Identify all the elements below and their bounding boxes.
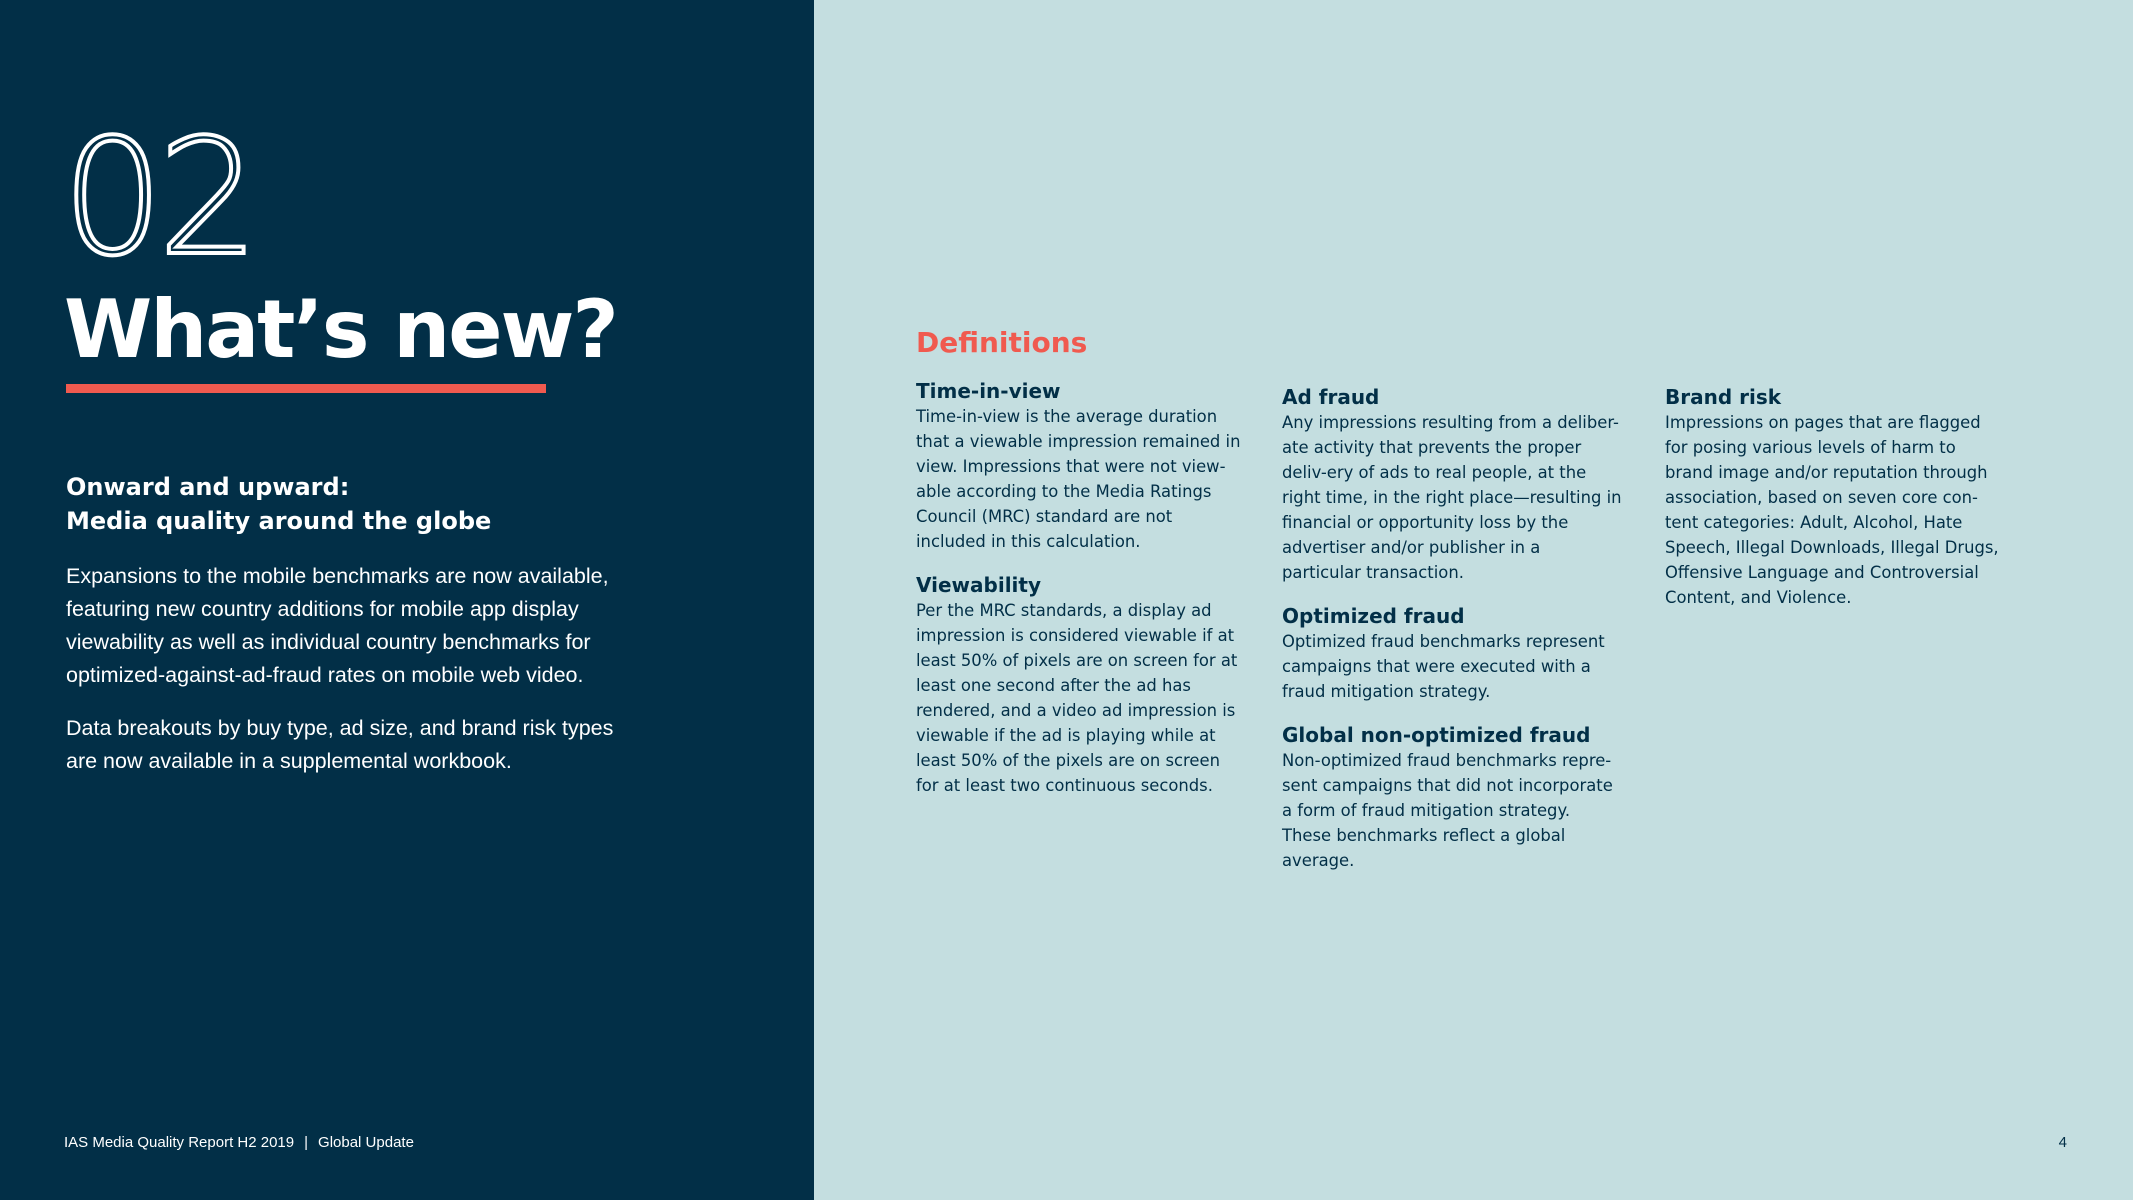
footer-report-name: IAS Media Quality Report H2 2019 [64,1134,295,1151]
definition-global-non-optimized-fraud [1282,722,1622,873]
definition-text: Per the MRC standards, a display ad impression is considered viewable if at least 50% of pixels are on screen for at least one second after the ad has rendered, and a video ad impression is viewable if the ad is playing while at least 50% of the pixels are on screen for at least two continuous seconds. [916,601,1238,795]
definition-text: Time-in-view is the average duration that a viewable impression remained in view. Impressions that were not view-able according to the Media Ratings Council (MRC) standard are not included in this calculation. [916,407,1241,551]
definitions-column-1 [916,378,1246,816]
definition-term: Time-in-view [916,379,1061,403]
definition-term: Brand risk [1665,385,1782,409]
intro-paragraph: Data breakouts by buy type, ad size, and brand risk types are now available in a supplemental workbook. [66,716,614,773]
footer [64,1133,414,1153]
subtitle-line-1: Onward and upward: [66,473,350,501]
definition-ad-fraud [1282,384,1622,585]
section-subtitle [66,470,491,538]
page-number: 4 [2058,1134,2067,1151]
definition-text: Non-optimized fraud benchmarks repre-sent campaigns that did not incorporate a form of fraud mitigation strategy. These benchmarks reflect a global average. [1282,751,1613,870]
title-underline [66,384,546,393]
definition-text: Any impressions resulting from a deliber-ate activity that prevents the proper deliv-ery of ads to real people, at the right time, in the right place—resulting in financial or opportunity loss by the advertiser and/or publisher in a particular transaction. [1282,413,1622,582]
definition-term: Viewability [916,573,1041,597]
definition-term: Optimized fraud [1282,604,1465,628]
footer-separator: | [304,1134,309,1151]
definition-viewability [916,572,1246,798]
footer-edition: Global Update [318,1134,414,1151]
right-panel [814,0,2133,1200]
definitions-column-2 [1282,384,1622,891]
definition-text: Optimized fraud benchmarks represent campaigns that were executed with a fraud mitigation strategy. [1282,632,1605,701]
definition-brand-risk [1665,384,2005,610]
definition-time-in-view [916,378,1246,554]
definition-term: Ad fraud [1282,385,1380,409]
definition-text: Impressions on pages that are flagged for posing various levels of harm to brand image and/or reputation through association, based on seven core con-tent categories: Adult, Alcohol, Hate Speech, Illegal Downloads, Illegal Drugs, Offensive Language and Controversial Content, and Violence. [1665,413,1999,607]
left-panel [0,0,814,1200]
intro-paragraph: Expansions to the mobile benchmarks are now available, featuring new country additions for mobile app display viewability as well as individual country benchmarks for optimized-against-ad-fraud rates on mobile web video. [66,564,609,687]
page-title: What’s new? [64,283,617,376]
intro-text [66,560,626,798]
subtitle-line-2: Media quality around the globe [66,507,492,535]
section-number: 02 [62,104,254,291]
definitions-heading: Definitions [916,326,1088,359]
definitions-column-3 [1665,384,2005,628]
definition-optimized-fraud [1282,603,1622,704]
definition-term: Global non-optimized fraud [1282,723,1591,747]
